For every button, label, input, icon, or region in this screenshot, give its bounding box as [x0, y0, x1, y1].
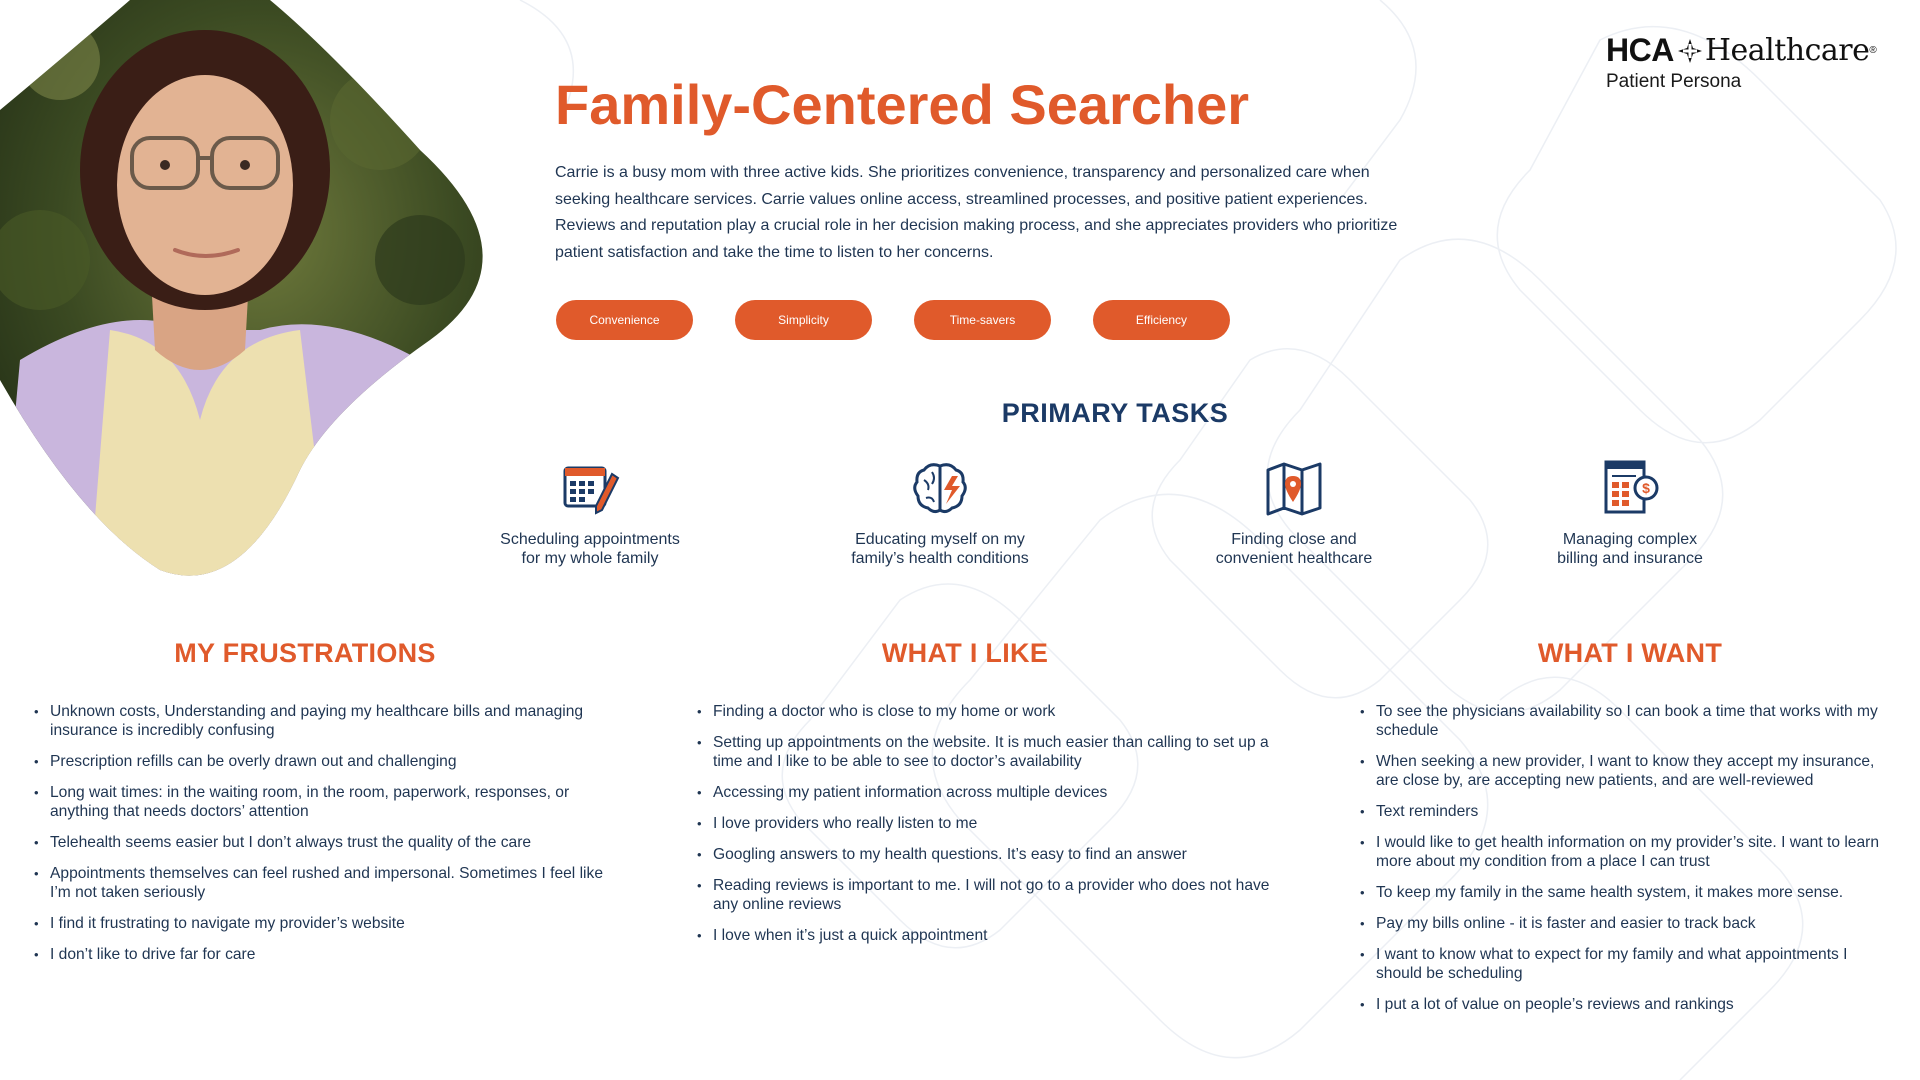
task-finding — [1144, 458, 1444, 568]
list-item: • Appointments themselves can feel rushed and impersonal. Sometimes I feel like I’m not taken seriously — [34, 864, 604, 902]
persona-tags — [556, 300, 1230, 340]
task-educating — [790, 458, 1090, 568]
list-item: • Finding a doctor who is close to my home or work — [697, 702, 1277, 721]
list-item: • Setting up appointments on the website. It is much easier than calling to set up a time and I like to be able to see to doctor’s availability — [697, 733, 1277, 771]
bill-dollar-icon — [1600, 458, 1660, 518]
logo-text-hca: HCA — [1606, 32, 1674, 68]
list-item: • I want to know what to expect for my family and what appointments I should be scheduling — [1360, 945, 1890, 983]
frustrations-list — [34, 702, 604, 976]
wants-heading: WHAT I WANT — [1537, 638, 1723, 668]
list-item: • Pay my bills online - it is faster and easier to track back — [1360, 914, 1890, 933]
frustrations-heading: MY FRUSTRATIONS — [174, 638, 436, 668]
task-label: Managing complex billing and insurance — [1557, 531, 1703, 567]
list-item: • To keep my family in the same health system, it makes more sense. — [1360, 883, 1890, 902]
wants-list — [1360, 702, 1890, 1026]
tag-convenience: Convenience — [556, 300, 693, 340]
brand-subtitle: Patient Persona — [1606, 71, 1742, 92]
persona-description: Carrie is a busy mom with three active kids. She prioritizes convenience, transparency and personalized care when seeking healthcare services. Carrie values online access, streamlined processes, and positive patient experiences. Reviews and reputation play a crucial role in her decision making process, and she appreciates providers who prioritize patient satisfaction and take the time to listen to her concerns. — [555, 164, 1398, 261]
list-item: • I would like to get health information on my provider’s site. I want to learn more about my condition from a place I can trust — [1360, 833, 1890, 871]
list-item: • Prescription refills can be overly drawn out and challenging — [34, 752, 604, 771]
registered-mark: ® — [1869, 45, 1877, 56]
list-item: • I don’t like to drive far for care — [34, 945, 604, 964]
star-cross-icon — [1677, 38, 1703, 64]
likes-heading: WHAT I LIKE — [881, 638, 1049, 668]
persona-title: Family-Centered Searcher — [555, 73, 1250, 136]
svg-text:$: $ — [1642, 480, 1650, 496]
brand-block — [1606, 32, 1906, 93]
task-label: Scheduling appointments for my whole family — [500, 531, 680, 567]
list-item: • Unknown costs, Understanding and paying my healthcare bills and managing insurance is incredibly confusing — [34, 702, 604, 740]
list-item: • Telehealth seems easier but I don’t always trust the quality of the care — [34, 833, 604, 852]
tag-time-savers: Time-savers — [914, 300, 1051, 340]
list-item: • Reading reviews is important to me. I will not go to a provider who does not have any online reviews — [697, 876, 1277, 914]
logo-text-healthcare: Healthcare — [1704, 33, 1870, 68]
primary-tasks-heading: PRIMARY TASKS — [1001, 398, 1229, 428]
list-item: • Long wait times: in the waiting room, in the room, paperwork, responses, or anything that needs doctors’ attention — [34, 783, 604, 821]
tag-simplicity: Simplicity — [735, 300, 872, 340]
list-item: • I love when it’s just a quick appointment — [697, 926, 1277, 945]
likes-list — [697, 702, 1277, 957]
list-item: • Accessing my patient information across multiple devices — [697, 783, 1277, 802]
list-item: • When seeking a new provider, I want to know they accept my insurance, are close by, are accepting new patients, and are well-reviewed — [1360, 752, 1890, 790]
list-item: • To see the physicians availability so I can book a time that works with my schedule — [1360, 702, 1890, 740]
task-label: Finding close and convenient healthcare — [1215, 531, 1373, 567]
calendar-pencil-icon — [560, 458, 620, 518]
map-pin-icon — [1264, 458, 1324, 518]
list-item: • Googling answers to my health questions. It’s easy to find an answer — [697, 845, 1277, 864]
task-billing — [1480, 458, 1780, 568]
task-scheduling — [440, 458, 740, 568]
tag-efficiency: Efficiency — [1093, 300, 1230, 340]
list-item: • I put a lot of value on people’s reviews and rankings — [1360, 995, 1890, 1014]
list-item: • Text reminders — [1360, 802, 1890, 821]
list-item: • I love providers who really listen to me — [697, 814, 1277, 833]
list-item: • I find it frustrating to navigate my provider’s website — [34, 914, 604, 933]
brain-lightning-icon — [910, 458, 970, 518]
hca-healthcare-logo — [1606, 32, 1906, 69]
task-label: Educating myself on my family’s health conditions — [851, 531, 1029, 567]
